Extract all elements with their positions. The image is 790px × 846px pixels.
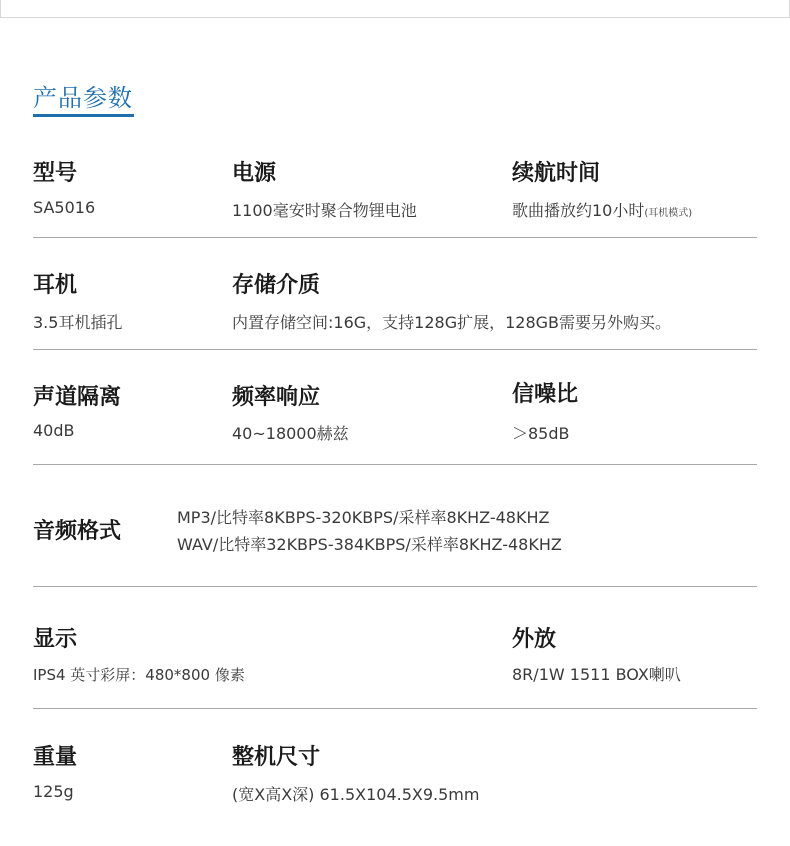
spec-value-storage: 内置存储空间:16G，支持128G扩展，128GB需要另外购买。 bbox=[232, 313, 672, 332]
section-title-underline bbox=[33, 114, 134, 117]
section-title: 产品参数 bbox=[33, 84, 133, 112]
spec-value-speaker: 8R/1W 1511 BOX喇叭 bbox=[512, 665, 681, 684]
spec-label-display: 显示 bbox=[33, 627, 78, 652]
battery-life-text: 歌曲播放约10小时 bbox=[512, 201, 645, 220]
spec-label-model: 型号 bbox=[33, 161, 78, 186]
spec-label-speaker: 外放 bbox=[512, 627, 557, 652]
spec-value-audio-format-line-2: WAV/比特率32KBPS-384KBPS/采样率8KHZ-48KHZ bbox=[177, 535, 562, 554]
spec-value-channel-separation: 40dB bbox=[33, 421, 75, 440]
row-divider bbox=[33, 708, 757, 709]
row-divider bbox=[33, 586, 757, 587]
spec-value-audio-format-line-1: MP3/比特率8KBPS-320KBPS/采样率8KHZ-48KHZ bbox=[177, 508, 550, 527]
spec-label-weight: 重量 bbox=[33, 745, 78, 770]
spec-label-power: 电源 bbox=[232, 161, 277, 186]
spec-label-frequency-response: 频率响应 bbox=[232, 385, 321, 410]
spec-value-display: IPS4 英寸彩屏：480*800 像素 bbox=[33, 666, 245, 684]
spec-value-model: SA5016 bbox=[33, 198, 96, 217]
spec-value-power: 1100毫安时聚合物锂电池 bbox=[232, 201, 417, 220]
spec-label-channel-separation: 声道隔离 bbox=[33, 385, 122, 410]
spec-value-weight: 125g bbox=[33, 782, 74, 801]
spec-value-dimensions: (宽X高X深) 61.5X104.5X9.5mm bbox=[232, 785, 480, 804]
spec-label-battery-life: 续航时间 bbox=[512, 161, 601, 186]
spec-label-storage: 存储介质 bbox=[232, 273, 321, 298]
row-divider bbox=[33, 237, 757, 238]
spec-value-frequency-response: 40~18000赫兹 bbox=[232, 424, 349, 443]
battery-life-note: (耳机模式) bbox=[644, 208, 693, 219]
spec-label-headphone: 耳机 bbox=[33, 273, 78, 298]
spec-value-headphone: 3.5耳机插孔 bbox=[33, 313, 123, 332]
spec-value-battery-life bbox=[512, 198, 692, 221]
top-frame-edge bbox=[0, 0, 790, 18]
row-divider bbox=[33, 464, 757, 465]
spec-label-dimensions: 整机尺寸 bbox=[232, 745, 321, 770]
spec-label-snr: 信噪比 bbox=[512, 382, 579, 407]
spec-value-snr: ＞85dB bbox=[512, 424, 570, 443]
spec-label-audio-format: 音频格式 bbox=[33, 519, 122, 544]
row-divider bbox=[33, 349, 757, 350]
